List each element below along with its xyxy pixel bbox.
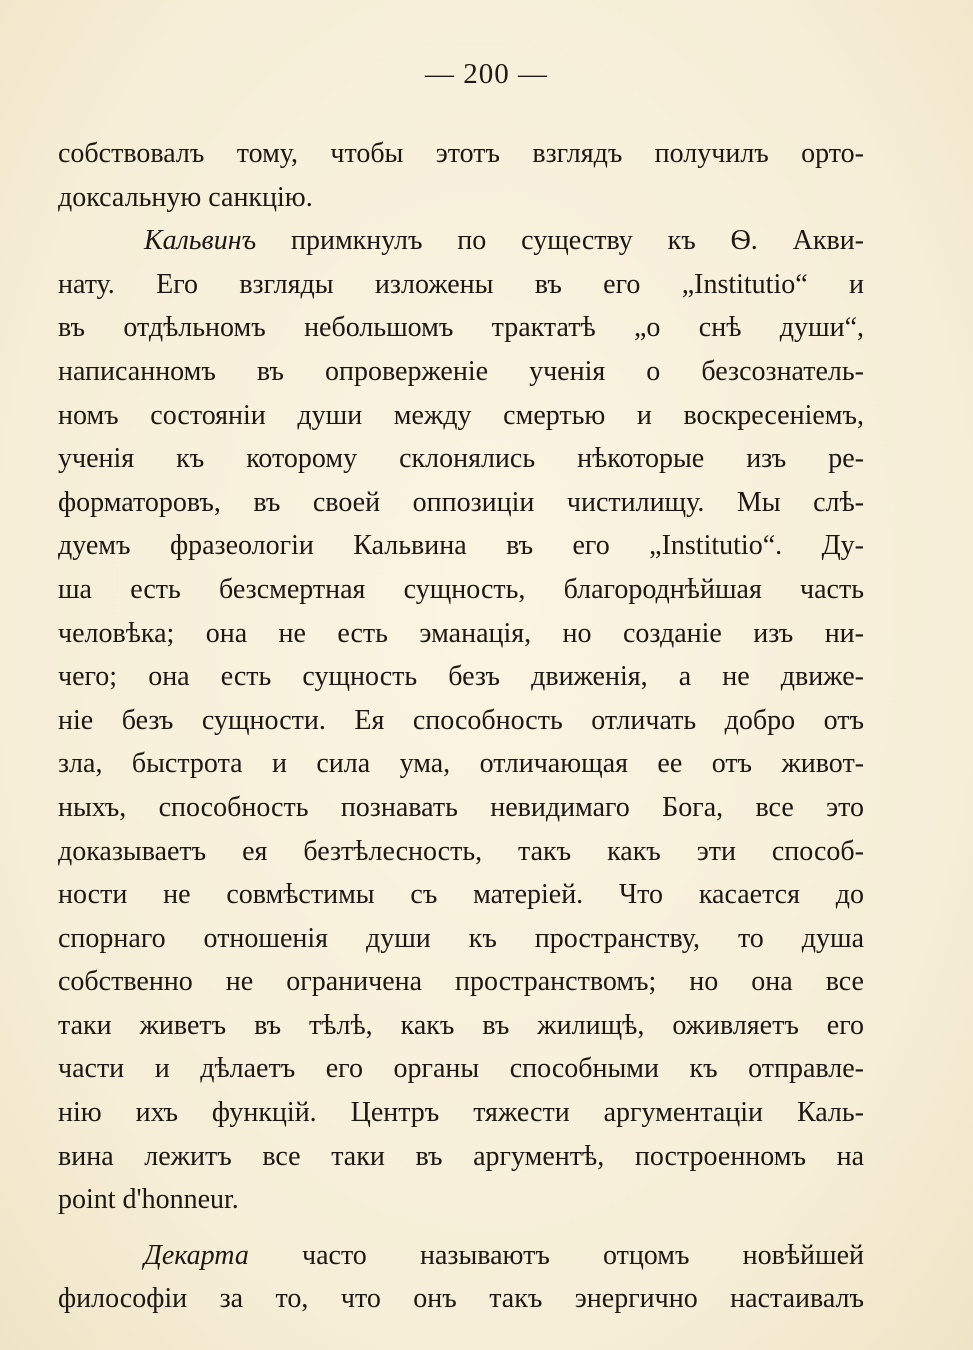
- text-line: ша есть безсмертная сущность, благороднѣйшая часть: [58, 573, 864, 605]
- text-line: человѣка; она не есть эманація, но созданіе изъ ни-: [58, 617, 864, 649]
- page-number: — 200 —: [425, 58, 548, 90]
- text-line: нату. Его взгляды изложены въ его „Institutio“ и: [58, 268, 864, 300]
- text-line: чего; она есть сущность безъ движенія, а не движе-: [58, 661, 864, 693]
- text-line: форматоровъ, въ своей оппозиціи чистилищу. Мы слѣ-: [58, 486, 864, 518]
- text-line: таки живетъ въ тѣлѣ, какъ въ жилищѣ, оживляетъ его: [58, 1009, 864, 1041]
- text-fragment: часто называютъ отцомъ новѣйшей: [248, 1239, 864, 1271]
- text-line: въ отдѣльномъ небольшомъ трактатѣ „о снѣ души“,: [58, 312, 864, 344]
- author-name-calvin: Кальвинъ: [144, 225, 257, 257]
- body-text: [58, 132, 864, 1321]
- text-line: философіи за то, что онъ такъ энергично настаивалъ: [58, 1283, 864, 1315]
- paragraph-first-line: [58, 219, 864, 263]
- text-line: нію ихъ функцій. Центръ тяжести аргументаціи Каль-: [58, 1097, 864, 1129]
- text-fragment: примкнулъ по существу къ Ѳ. Акви-: [256, 225, 864, 257]
- text-line: вина лежитъ все таки въ аргументѣ, построенномъ на: [58, 1140, 864, 1172]
- text-line: дуемъ фразеологіи Кальвина въ его „Institutio“. Ду-: [58, 530, 864, 562]
- text-line: point d'honneur.: [58, 1184, 239, 1216]
- text-line: ученія къ которому склонялись нѣкоторые изъ ре-: [58, 443, 864, 475]
- text-line: части и дѣлаетъ его органы способными къ отправле-: [58, 1053, 864, 1085]
- text-line: ніе безъ сущности. Ея способность отличать добро отъ: [58, 704, 864, 736]
- text-line: зла, быстрота и сила ума, отличающая ее отъ живот-: [58, 748, 864, 780]
- text-line: номъ состояніи души между смертью и воскресеніемъ,: [58, 399, 864, 431]
- paragraph-first-line: [58, 1234, 864, 1278]
- author-name-descartes: Декарта: [144, 1239, 249, 1271]
- text-line: собствовалъ тому, чтобы этотъ взглядъ получилъ орто-: [58, 138, 864, 169]
- text-line: написанномъ въ опроверженіе ученія о безсознатель-: [58, 355, 864, 387]
- text-line: доказываетъ ея безтѣлесность, такъ какъ эти способ-: [58, 835, 864, 867]
- text-line: доксальную санкцію.: [58, 181, 313, 213]
- text-line: спорнаго отношенія души къ пространству, то душа: [58, 922, 864, 954]
- text-line: ности не совмѣстимы съ матеріей. Что касается до: [58, 879, 864, 911]
- text-line: собственно не ограничена пространствомъ; но она все: [58, 966, 864, 998]
- text-line: ныхъ, способность познавать невидимаго Бога, все это: [58, 791, 864, 823]
- paragraph-gap: [58, 1222, 864, 1234]
